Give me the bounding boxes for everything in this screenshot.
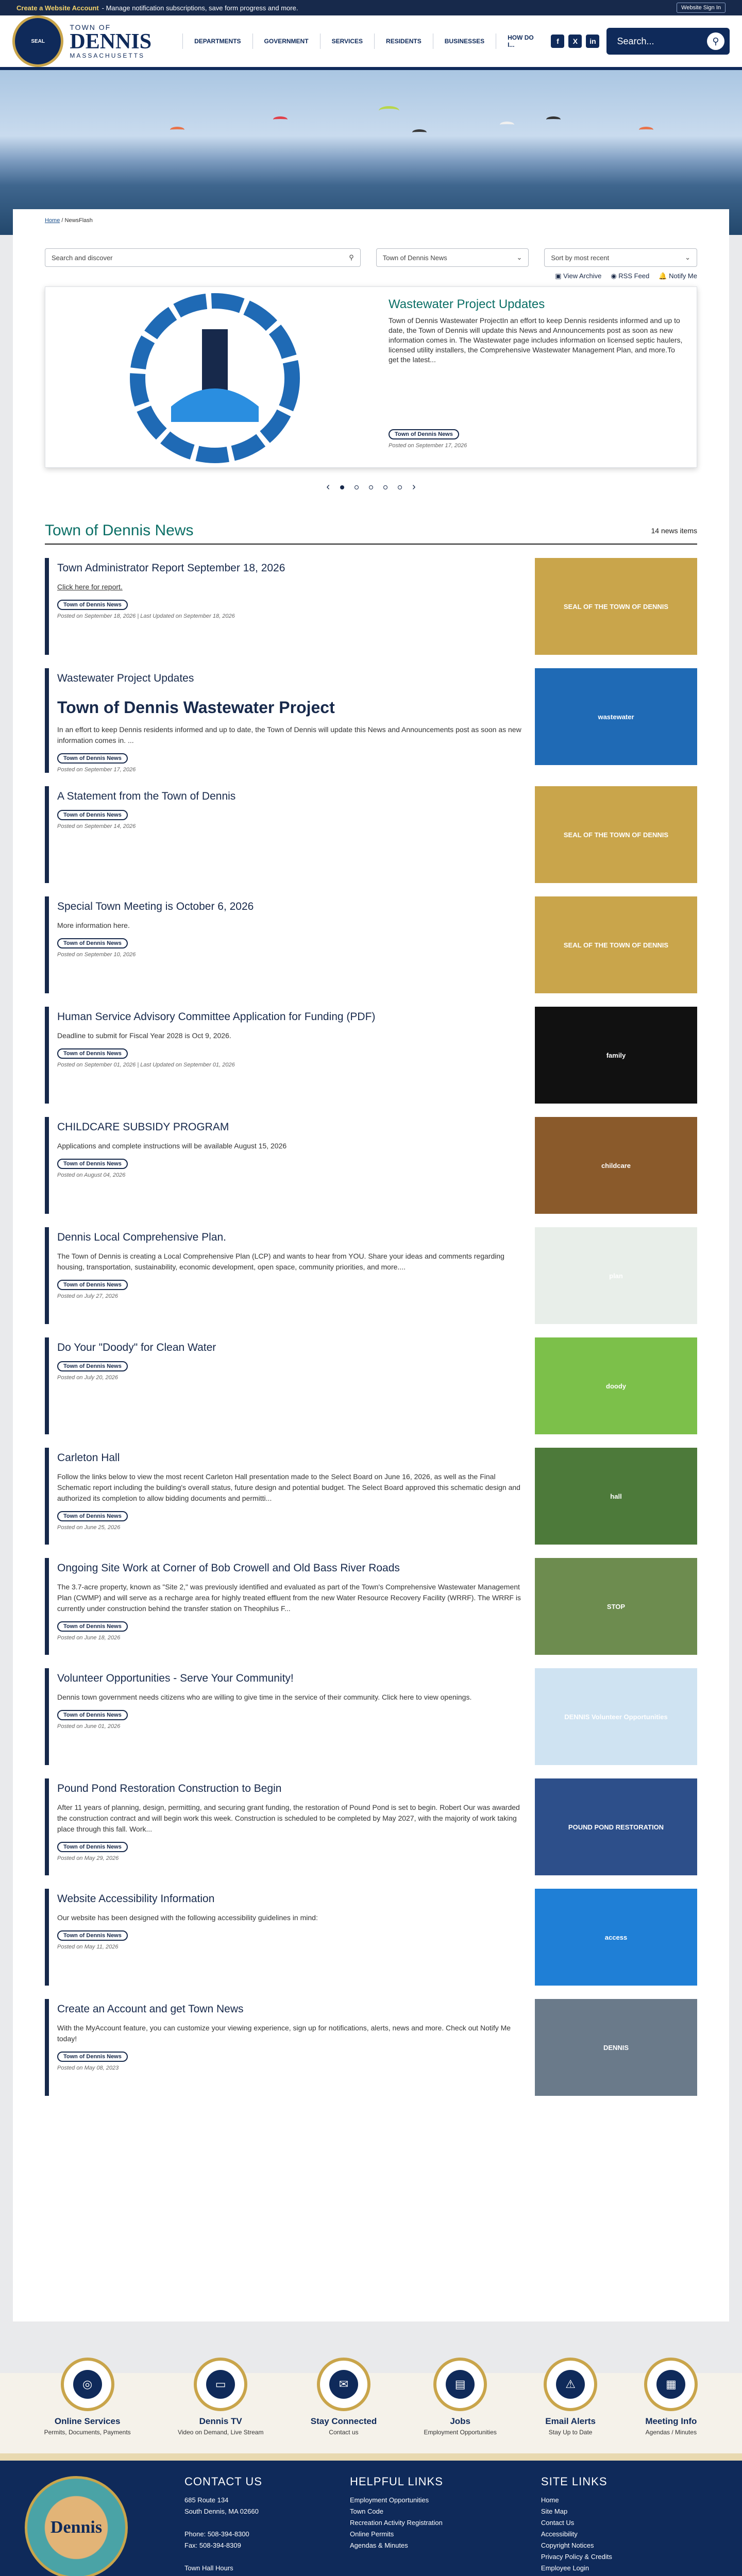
news-item-posted: Posted on June 18, 2026 bbox=[57, 1635, 121, 1641]
news-item-text bbox=[57, 1448, 535, 1545]
chat-icon: ✉ bbox=[329, 2370, 358, 2399]
thumbnail-label: DENNIS Volunteer Opportunities bbox=[564, 1713, 668, 1721]
main-nav bbox=[182, 33, 551, 49]
chevron-right-icon[interactable]: › bbox=[412, 481, 416, 493]
news-item-tag[interactable]: Town of Dennis News bbox=[57, 810, 128, 820]
news-item-thumbnail[interactable] bbox=[535, 1117, 697, 1214]
news-item-text bbox=[57, 786, 535, 883]
tv-icon: ▭ bbox=[206, 2370, 235, 2399]
news-item-body: Applications and complete instructions will be available August 15, 2026 bbox=[57, 1142, 287, 1150]
news-item-text bbox=[57, 1999, 535, 2096]
featured-tag[interactable]: Town of Dennis News bbox=[389, 429, 459, 439]
rss-feed-link[interactable]: ◉ RSS Feed bbox=[611, 272, 650, 280]
footer-contact-title: CONTACT US bbox=[184, 2475, 262, 2488]
featured-carousel-slide[interactable] bbox=[45, 286, 697, 468]
nav-services[interactable]: SERVICES bbox=[320, 33, 374, 49]
footer-address: 685 Route 134 bbox=[184, 2496, 229, 2504]
quicklink-title: Online Services bbox=[54, 2416, 121, 2426]
brand-town-of: TOWN OF bbox=[70, 23, 111, 31]
header-search-input[interactable]: Search... bbox=[617, 36, 654, 46]
news-item[interactable] bbox=[45, 896, 697, 993]
news-item[interactable] bbox=[45, 1778, 697, 1875]
quicklink-title: Dennis TV bbox=[199, 2416, 242, 2426]
site-footer bbox=[0, 2461, 742, 2576]
news-item-title[interactable]: Do Your "Doody" for Clean Water bbox=[57, 1342, 216, 1353]
news-item-link[interactable]: Click here for report. bbox=[57, 583, 123, 591]
news-item-tag[interactable]: Town of Dennis News bbox=[57, 1280, 128, 1290]
carousel-dot[interactable] bbox=[355, 485, 359, 489]
news-item-thumbnail[interactable] bbox=[535, 1227, 697, 1324]
account-cta-text: - Manage notification subscriptions, save form progress and more. bbox=[102, 4, 298, 12]
news-item-meta bbox=[57, 938, 525, 958]
news-item[interactable] bbox=[45, 1889, 697, 1986]
breadcrumb-home[interactable]: Home bbox=[45, 217, 60, 224]
nav-businesses[interactable]: BUSINESSES bbox=[433, 33, 496, 49]
carousel-dot[interactable] bbox=[383, 485, 387, 489]
footer-phone: Phone: 508-394-8300 bbox=[184, 2530, 249, 2538]
news-item-title[interactable]: Dennis Local Comprehensive Plan. bbox=[57, 1231, 227, 1243]
news-item-text bbox=[57, 1117, 535, 1214]
news-item-posted: Posted on May 11, 2026 bbox=[57, 1944, 119, 1950]
news-item-meta bbox=[57, 753, 525, 773]
thumbnail-label: SEAL OF THE TOWN OF DENNIS bbox=[563, 831, 669, 839]
news-item[interactable] bbox=[45, 668, 697, 773]
news-item-text bbox=[57, 668, 535, 773]
chevron-left-icon[interactable]: ‹ bbox=[326, 481, 330, 493]
news-item[interactable] bbox=[45, 1007, 697, 1104]
news-item-tag[interactable]: Town of Dennis News bbox=[57, 1511, 128, 1521]
news-item-tag[interactable]: Town of Dennis News bbox=[57, 1048, 128, 1059]
category-value: Town of Dennis News bbox=[382, 253, 447, 262]
news-item[interactable] bbox=[45, 1227, 697, 1324]
news-item[interactable] bbox=[45, 786, 697, 883]
site-header bbox=[0, 15, 742, 70]
sort-value: Sort by most recent bbox=[551, 253, 610, 262]
news-item-thumbnail[interactable] bbox=[535, 668, 697, 765]
news-item-thumbnail[interactable] bbox=[535, 896, 697, 993]
nav-departments[interactable]: DEPARTMENTS bbox=[182, 33, 252, 49]
news-list bbox=[45, 558, 697, 2096]
news-item-text bbox=[57, 1668, 535, 1765]
featured-posted: Posted on September 17, 2026 bbox=[389, 443, 467, 449]
news-item-title[interactable]: Volunteer Opportunities - Serve Your Community! bbox=[57, 1672, 294, 1684]
news-item-posted: Posted on September 17, 2026 bbox=[57, 767, 136, 773]
quicklink-sub: Stay Up to Date bbox=[548, 2429, 593, 2436]
news-item-thumbnail[interactable] bbox=[535, 1558, 697, 1655]
featured-title[interactable]: Wastewater Project Updates bbox=[389, 297, 545, 311]
news-search-input[interactable] bbox=[45, 248, 361, 267]
footer-link[interactable]: Recreation Activity Registration bbox=[349, 2519, 443, 2527]
news-item-thumbnail[interactable] bbox=[535, 1889, 697, 1986]
quicklink-sub: Agendas / Minutes bbox=[645, 2429, 697, 2436]
footer-link[interactable]: Agendas & Minutes bbox=[349, 2541, 408, 2549]
thumbnail-label: access bbox=[604, 1933, 628, 1941]
news-item-text bbox=[57, 558, 535, 655]
news-item[interactable] bbox=[45, 1448, 697, 1545]
kite-icon bbox=[379, 106, 399, 115]
news-item-tag[interactable]: Town of Dennis News bbox=[57, 1159, 128, 1169]
news-item-title[interactable]: Create an Account and get Town News bbox=[57, 2003, 244, 2015]
news-item[interactable] bbox=[45, 1117, 697, 1214]
footer-link[interactable]: Employment Opportunities bbox=[349, 2496, 429, 2504]
view-archive-label: View Archive bbox=[563, 272, 602, 280]
news-search-placeholder: Search and discover bbox=[52, 253, 113, 262]
carousel-controls bbox=[45, 481, 697, 493]
news-item-tag[interactable]: Town of Dennis News bbox=[57, 1930, 128, 1941]
news-item-meta bbox=[57, 810, 525, 829]
news-item-thumbnail[interactable] bbox=[535, 1778, 697, 1875]
footer-link[interactable]: Online Permits bbox=[349, 2530, 394, 2538]
kite-icon bbox=[546, 116, 561, 123]
news-item-tag[interactable]: Town of Dennis News bbox=[57, 938, 128, 948]
news-item-meta bbox=[57, 1842, 525, 1861]
footer-site-title: SITE LINKS bbox=[541, 2475, 608, 2488]
wastewater-logo-icon bbox=[130, 293, 300, 463]
quicklink-title: Email Alerts bbox=[545, 2416, 596, 2426]
footer-link[interactable]: Contact Us bbox=[541, 2519, 575, 2527]
news-item-tag[interactable]: Town of Dennis News bbox=[57, 1621, 128, 1632]
news-item-tag[interactable]: Town of Dennis News bbox=[57, 753, 128, 764]
news-count: 14 news items bbox=[651, 527, 697, 535]
rss-label: RSS Feed bbox=[618, 272, 650, 280]
town-seal-logo[interactable]: SEAL bbox=[12, 15, 63, 67]
featured-body: Town of Dennis Wastewater ProjectIn an effort to keep Dennis residents informed and up to date, the Town of Dennis will update this News and Announcements post as soon as new information comes in. The Wastewater page includes information on licensed septic haulers, licensed utility installers, the Comprehensive Wastewater Management Plan, and more.To get the latest... bbox=[389, 316, 683, 364]
news-item-title[interactable]: Special Town Meeting is October 6, 2026 bbox=[57, 901, 254, 912]
news-item[interactable] bbox=[45, 1337, 697, 1434]
quicklink-online-services[interactable] bbox=[44, 2358, 131, 2436]
news-item-text bbox=[57, 1558, 535, 1655]
footer-quicklinks bbox=[0, 2373, 742, 2461]
news-list-header bbox=[45, 522, 697, 545]
news-item-meta bbox=[57, 1361, 525, 1381]
kite-icon bbox=[170, 127, 184, 133]
news-item-text bbox=[57, 1889, 535, 1986]
quicklink-sub: Permits, Documents, Payments bbox=[44, 2429, 131, 2436]
footer-link[interactable]: Copyright Notices bbox=[541, 2541, 594, 2549]
brand-text[interactable] bbox=[70, 23, 151, 59]
social-links bbox=[551, 35, 599, 48]
news-item-meta bbox=[57, 1621, 525, 1641]
nav-how-do-i[interactable]: HOW DO I... bbox=[496, 33, 551, 49]
news-item-posted: Posted on August 04, 2026 bbox=[57, 1172, 126, 1178]
news-item-body: Our website has been designed with the following accessibility guidelines in mind: bbox=[57, 1913, 318, 1922]
search-icon[interactable]: ⚲ bbox=[707, 32, 724, 50]
news-item-tag[interactable]: Town of Dennis News bbox=[57, 1361, 128, 1371]
news-item-posted: Posted on September 10, 2026 bbox=[57, 952, 136, 958]
news-item-posted: Posted on September 18, 2026 | Last Updated on September 18, 2026 bbox=[57, 613, 235, 619]
quicklink-title: Jobs bbox=[450, 2416, 471, 2426]
news-item-posted: Posted on September 14, 2026 bbox=[57, 823, 136, 829]
news-item-thumbnail[interactable] bbox=[535, 558, 697, 655]
quicklink-email-alerts[interactable] bbox=[544, 2358, 597, 2436]
kite-icon bbox=[500, 122, 514, 128]
news-item-title[interactable]: Human Service Advisory Committee Application for Funding (PDF) bbox=[57, 1011, 376, 1023]
x-icon[interactable]: X bbox=[568, 35, 582, 48]
signin-button[interactable]: Website Sign In bbox=[677, 3, 726, 13]
news-item-body: More information here. bbox=[57, 921, 130, 929]
notify-label: Notify Me bbox=[669, 272, 697, 280]
news-item-text bbox=[57, 1337, 535, 1434]
thumbnail-label: SEAL OF THE TOWN OF DENNIS bbox=[563, 602, 669, 611]
quicklink-title: Meeting Info bbox=[645, 2416, 697, 2426]
news-item-thumbnail[interactable] bbox=[535, 1337, 697, 1434]
news-item-meta bbox=[57, 1511, 525, 1531]
news-item-title[interactable]: A Statement from the Town of Dennis bbox=[57, 790, 236, 802]
alert-icon: ⚠ bbox=[556, 2370, 585, 2399]
news-item-subtitle: Town of Dennis Wastewater Project bbox=[57, 698, 335, 717]
news-item-posted: Posted on September 01, 2026 | Last Updated on September 01, 2026 bbox=[57, 1062, 235, 1068]
header-search[interactable] bbox=[606, 28, 730, 55]
news-item-title[interactable]: Wastewater Project Updates bbox=[57, 672, 194, 684]
footer-link[interactable]: Site Map bbox=[541, 2507, 568, 2515]
news-item-text bbox=[57, 1227, 535, 1324]
calendar-icon: ▦ bbox=[656, 2370, 685, 2399]
facebook-icon[interactable]: f bbox=[551, 35, 564, 48]
news-item-title[interactable]: Carleton Hall bbox=[57, 1452, 120, 1464]
footer-seal-logo[interactable]: Dennis bbox=[25, 2476, 128, 2576]
news-item-thumbnail[interactable] bbox=[535, 1448, 697, 1545]
thumbnail-label: wastewater bbox=[598, 713, 634, 721]
footer-hours: Town Hall Hours bbox=[184, 2564, 233, 2572]
news-item-posted: Posted on May 29, 2026 bbox=[57, 1855, 119, 1861]
carousel-dot[interactable] bbox=[369, 485, 373, 489]
chevron-down-icon: ⌄ bbox=[516, 253, 522, 261]
search-icon[interactable]: ⚲ bbox=[349, 253, 354, 261]
news-item-tag[interactable]: Town of Dennis News bbox=[57, 600, 128, 610]
quicklink-stay-connected[interactable] bbox=[311, 2358, 377, 2436]
breadcrumb-current: NewsFlash bbox=[64, 217, 93, 224]
account-cta-label[interactable]: Create a Website Account bbox=[16, 4, 99, 12]
quicklink-jobs[interactable] bbox=[424, 2358, 496, 2436]
news-item-meta bbox=[57, 1930, 525, 1950]
filters bbox=[45, 248, 697, 267]
main-content bbox=[13, 209, 729, 2321]
quicklink-sub: Employment Opportunities bbox=[424, 2429, 497, 2436]
thumbnail-label: hall bbox=[610, 1492, 622, 1500]
thumbnail-label: family bbox=[606, 1051, 626, 1059]
chevron-down-icon: ⌄ bbox=[685, 253, 690, 261]
news-item-body: Dennis town government needs citizens who are willing to give time in the service of their community. Click here to view openings. bbox=[57, 1693, 472, 1701]
kite-icon bbox=[412, 129, 427, 135]
kite-icon bbox=[639, 127, 653, 133]
footer-link[interactable]: Home bbox=[541, 2496, 559, 2504]
footer-helpful-links bbox=[350, 2476, 443, 2576]
news-item-meta bbox=[57, 1159, 525, 1178]
featured-meta bbox=[389, 429, 467, 449]
footer-contact bbox=[184, 2476, 262, 2576]
news-item-thumbnail[interactable] bbox=[535, 1999, 697, 2096]
quicklink-sub: Video on Demand, Live Stream bbox=[177, 2429, 264, 2436]
footer-helpful-title: HELPFUL LINKS bbox=[349, 2475, 443, 2488]
linkedin-icon[interactable]: in bbox=[586, 35, 599, 48]
footer-link[interactable]: Employee Login bbox=[541, 2564, 589, 2572]
quicklink-meeting-info[interactable] bbox=[644, 2358, 698, 2436]
sort-select[interactable] bbox=[544, 248, 697, 267]
news-item-body: With the MyAccount feature, you can customize your viewing experience, sign up for notifications, alerts, news and more. Check out Notify Me today! bbox=[57, 2024, 511, 2043]
thumbnail-label: SEAL OF THE TOWN OF DENNIS bbox=[563, 941, 669, 949]
view-archive-link[interactable]: ▣ View Archive bbox=[555, 272, 602, 280]
account-cta[interactable] bbox=[16, 4, 298, 12]
news-item-thumbnail[interactable] bbox=[535, 786, 697, 883]
news-item-posted: Posted on May 08, 2023 bbox=[57, 2065, 119, 2071]
carousel-dot[interactable] bbox=[398, 485, 402, 489]
globe-icon: ◎ bbox=[73, 2370, 102, 2399]
news-item[interactable] bbox=[45, 558, 697, 655]
thumbnail-label: STOP bbox=[606, 1602, 626, 1611]
footer-link[interactable]: Accessibility bbox=[541, 2530, 578, 2538]
thumbnail-label: DENNIS bbox=[603, 2043, 629, 2052]
footer-site-links bbox=[541, 2476, 612, 2576]
news-item-title[interactable]: Ongoing Site Work at Corner of Bob Crowell and Old Bass River Roads bbox=[57, 1562, 400, 1574]
thumbnail-label: POUND POND RESTORATION bbox=[568, 1823, 664, 1831]
news-item[interactable] bbox=[45, 1558, 697, 1655]
news-item-posted: Posted on June 01, 2026 bbox=[57, 1723, 121, 1730]
news-item-posted: Posted on June 25, 2026 bbox=[57, 1524, 121, 1531]
news-item[interactable] bbox=[45, 1999, 697, 2096]
brand-state: MASSACHUSETTS bbox=[70, 52, 145, 59]
top-bar bbox=[0, 0, 742, 15]
breadcrumb: Home / NewsFlash bbox=[45, 217, 93, 224]
news-item-text bbox=[57, 896, 535, 993]
kite-icon bbox=[273, 116, 288, 123]
footer-link[interactable]: Privacy Policy & Credits bbox=[541, 2553, 612, 2561]
news-actions bbox=[45, 272, 697, 280]
news-item-tag[interactable]: Town of Dennis News bbox=[57, 2052, 128, 2062]
notify-me-link[interactable]: 🔔 Notify Me bbox=[659, 272, 697, 280]
quicklink-dennis-tv[interactable] bbox=[178, 2358, 264, 2436]
news-item-posted: Posted on July 20, 2026 bbox=[57, 1375, 119, 1381]
news-item-title[interactable]: CHILDCARE SUBSIDY PROGRAM bbox=[57, 1121, 229, 1133]
news-item-meta bbox=[57, 1048, 525, 1068]
news-item-title[interactable]: Town Administrator Report September 18, 2026 bbox=[57, 562, 285, 574]
featured-image bbox=[58, 293, 372, 463]
news-item-body: Deadline to submit for Fiscal Year 2028 is Oct 9, 2026. bbox=[57, 1031, 231, 1040]
thumbnail-label: childcare bbox=[601, 1161, 631, 1170]
news-item-tag[interactable]: Town of Dennis News bbox=[57, 1842, 128, 1852]
news-item-thumbnail[interactable] bbox=[535, 1007, 697, 1104]
news-item-meta bbox=[57, 600, 525, 619]
news-item-text bbox=[57, 1007, 535, 1104]
brand-name: DENNIS bbox=[70, 30, 152, 54]
footer-address: South Dennis, MA 02660 bbox=[184, 2507, 259, 2515]
news-item-title[interactable]: Pound Pond Restoration Construction to Begin bbox=[57, 1783, 282, 1794]
carousel-dot[interactable] bbox=[340, 485, 344, 489]
news-item-body: After 11 years of planning, design, permitting, and securing grant funding, the restoration of Pound Pond is set to begin. Robert Our was awarded the construction contract and will begin work this week. Construction is scheduled to be completed by May 2027, with the majority of work taking place through this fall. Work... bbox=[57, 1803, 520, 1833]
news-item-text bbox=[57, 1778, 535, 1875]
news-item-tag[interactable]: Town of Dennis News bbox=[57, 1710, 128, 1720]
news-item-body: In an effort to keep Dennis residents informed and up to date, the Town of Dennis will update this News and Announcements post as soon as new information comes in. ... bbox=[57, 725, 521, 744]
featured-text bbox=[372, 293, 686, 461]
news-item-thumbnail[interactable] bbox=[535, 1668, 697, 1765]
news-item-posted: Posted on July 27, 2026 bbox=[57, 1293, 119, 1299]
news-item[interactable] bbox=[45, 1668, 697, 1765]
news-item-body: The Town of Dennis is creating a Local Comprehensive Plan (LCP) and wants to hear from YOU. Share your ideas and comments regarding housing, transportation, sustainability, economic development, open space, community priorities, and more.... bbox=[57, 1252, 504, 1271]
news-item-title[interactable]: Website Accessibility Information bbox=[57, 1893, 215, 1905]
footer-fax: Fax: 508-394-8309 bbox=[184, 2541, 241, 2549]
news-item-body: The 3.7-acre property, known as "Site 2," was previously identified and evaluated as part of the Town's Comprehensive Wastewater Management Plan (CWMP) and will serve as a recharge area for highly treated effluent from the new Water Resource Recovery Facility (WRRF). The WRRF is currently under construction behind the transfer station on Theophilus F... bbox=[57, 1583, 521, 1613]
footer-hours bbox=[184, 2574, 262, 2576]
nav-government[interactable]: GOVERNMENT bbox=[252, 33, 320, 49]
news-item-meta bbox=[57, 1280, 525, 1299]
news-item-body: Follow the links below to view the most recent Carleton Hall presentation made to the Select Board on June 16, 2026, as well as the Final Schematic report including the building's overall status, future design and potential budget. The Select Board approved this schematic design and authorized its completion to allow bidding documents and permitti... bbox=[57, 1472, 520, 1502]
quicklink-sub: Contact us bbox=[329, 2429, 359, 2436]
briefcase-icon: ▤ bbox=[446, 2370, 475, 2399]
thumbnail-label: doody bbox=[606, 1382, 626, 1390]
news-item-meta bbox=[57, 2052, 525, 2071]
category-select[interactable] bbox=[376, 248, 529, 267]
thumbnail-label: plan bbox=[609, 1272, 623, 1280]
news-list-title: Town of Dennis News bbox=[45, 522, 194, 539]
nav-residents[interactable]: RESIDENTS bbox=[374, 33, 433, 49]
quicklink-title: Stay Connected bbox=[310, 2416, 377, 2426]
footer-link[interactable]: Town Code bbox=[349, 2507, 384, 2515]
news-item-meta bbox=[57, 1710, 525, 1730]
